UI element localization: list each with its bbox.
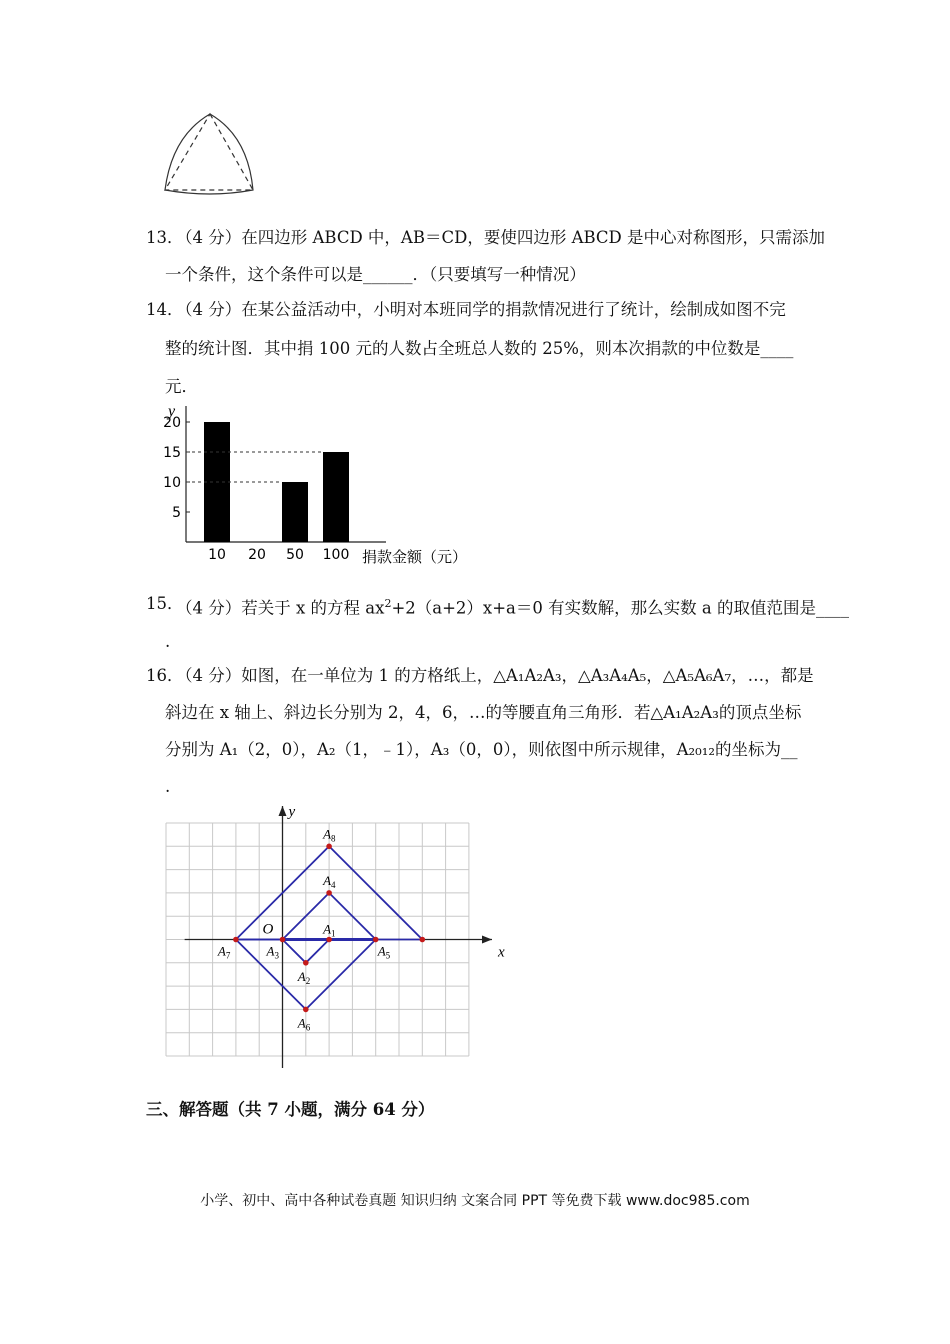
x-axis-label: 捐款金额（元） [362,548,468,566]
section-3-title: 三、解答题（共 7 小题，满分 64 分） [146,1100,435,1119]
y-axis-arrow [279,806,287,816]
q14-line1: （4 分）在某公益活动中，小明对本班同学的捐款情况进行了统计，绘制成如图不完 [176,300,786,319]
point-A8 [326,844,332,850]
label-A6: $A_6$ [297,1015,311,1033]
x-axis-letter: x [498,944,505,961]
q13-line1: （4 分）在四边形 ABCD 中，AB＝CD，要使四边形 ABCD 是中心对称图形，只需添加 [176,228,826,247]
q16-number: 16． [146,666,184,685]
q16-line2: 斜边在 x 轴上、斜边长分别为 2，4，6，…的等腰直角三角形．若△A₁A₂A₃的顶点坐标 [165,703,802,722]
q15-text-prefix: （4 分）若关于 x 的方程 ax [176,598,385,618]
point-A7 [233,937,239,943]
y-tick-label-20: 20 [163,415,181,431]
label-A1: $A_1$ [323,921,336,939]
reuleaux-triangle-figure [160,108,260,198]
q16-line3: 分别为 A₁（2，0），A₂（1，﹣1），A₃（0，0），则依图中所示规律，A₂₀₁₂的坐标为__ [165,740,798,759]
y-tick-label-5: 5 [172,505,181,521]
y-axis-letter: y [288,804,296,820]
y-tick-label-10: 10 [163,475,181,491]
bar-100 [323,452,349,542]
x-tick-label-50: 50 [286,547,304,563]
origin-letter: O [262,921,274,938]
y-axis-label: y [168,403,176,420]
label-A2: $A_2$ [297,968,311,986]
point-A6 [303,1007,309,1013]
label-A3: $A_3$ [266,943,279,961]
x-tick-label-100: 100 [322,547,350,563]
q13-line2: 一个条件，这个条件可以是______．（只要填写一种情况） [165,265,586,284]
donation-bar-chart [160,400,490,570]
point-A9 [420,937,426,943]
q15-text-suffix: +2（a+2）x+a＝0 有实数解，那么实数 a 的取值范围是____ [391,598,849,618]
label-A8: $A_8$ [323,826,336,844]
q14-line2: 整的统计图．其中捐 100 元的人数占全班总人数的 25%，则本次捐款的中位数是____ [165,339,794,358]
footer-text: 小学、初中、高中各种试卷真题 知识归纳 文案合同 PPT 等免费下载 www.doc985.com [200,1193,750,1209]
q16-line1: （4 分）如图，在一单位为 1 的方格纸上，△A₁A₂A₃，△A₃A₄A₅，△A₅A₆A₇，…，都是 [176,666,814,685]
point-A4 [326,890,332,896]
x-tick-label-10: 10 [208,547,226,563]
y-tick-label-15: 15 [163,445,181,461]
q15-line2: . [165,632,171,651]
q15-line1 [176,593,849,620]
q15-exponent: 2 [384,597,392,610]
label-A7: $A_7$ [217,943,231,961]
coordinate-grid-figure [160,800,520,1075]
label-A5: $A_5$ [377,943,391,961]
q15-number: 15． [146,594,184,613]
point-A3 [280,937,286,943]
bar-50 [282,482,308,542]
point-A5 [373,937,379,943]
x-axis-arrow [482,936,492,944]
q14-line3: 元． [165,377,198,396]
q16-line4: . [165,777,171,796]
q13-number: 13． [146,228,184,247]
point-A2 [303,960,309,966]
label-A4: $A_4$ [323,872,336,890]
x-tick-label-20: 20 [248,547,266,563]
q14-number: 14． [146,300,184,319]
